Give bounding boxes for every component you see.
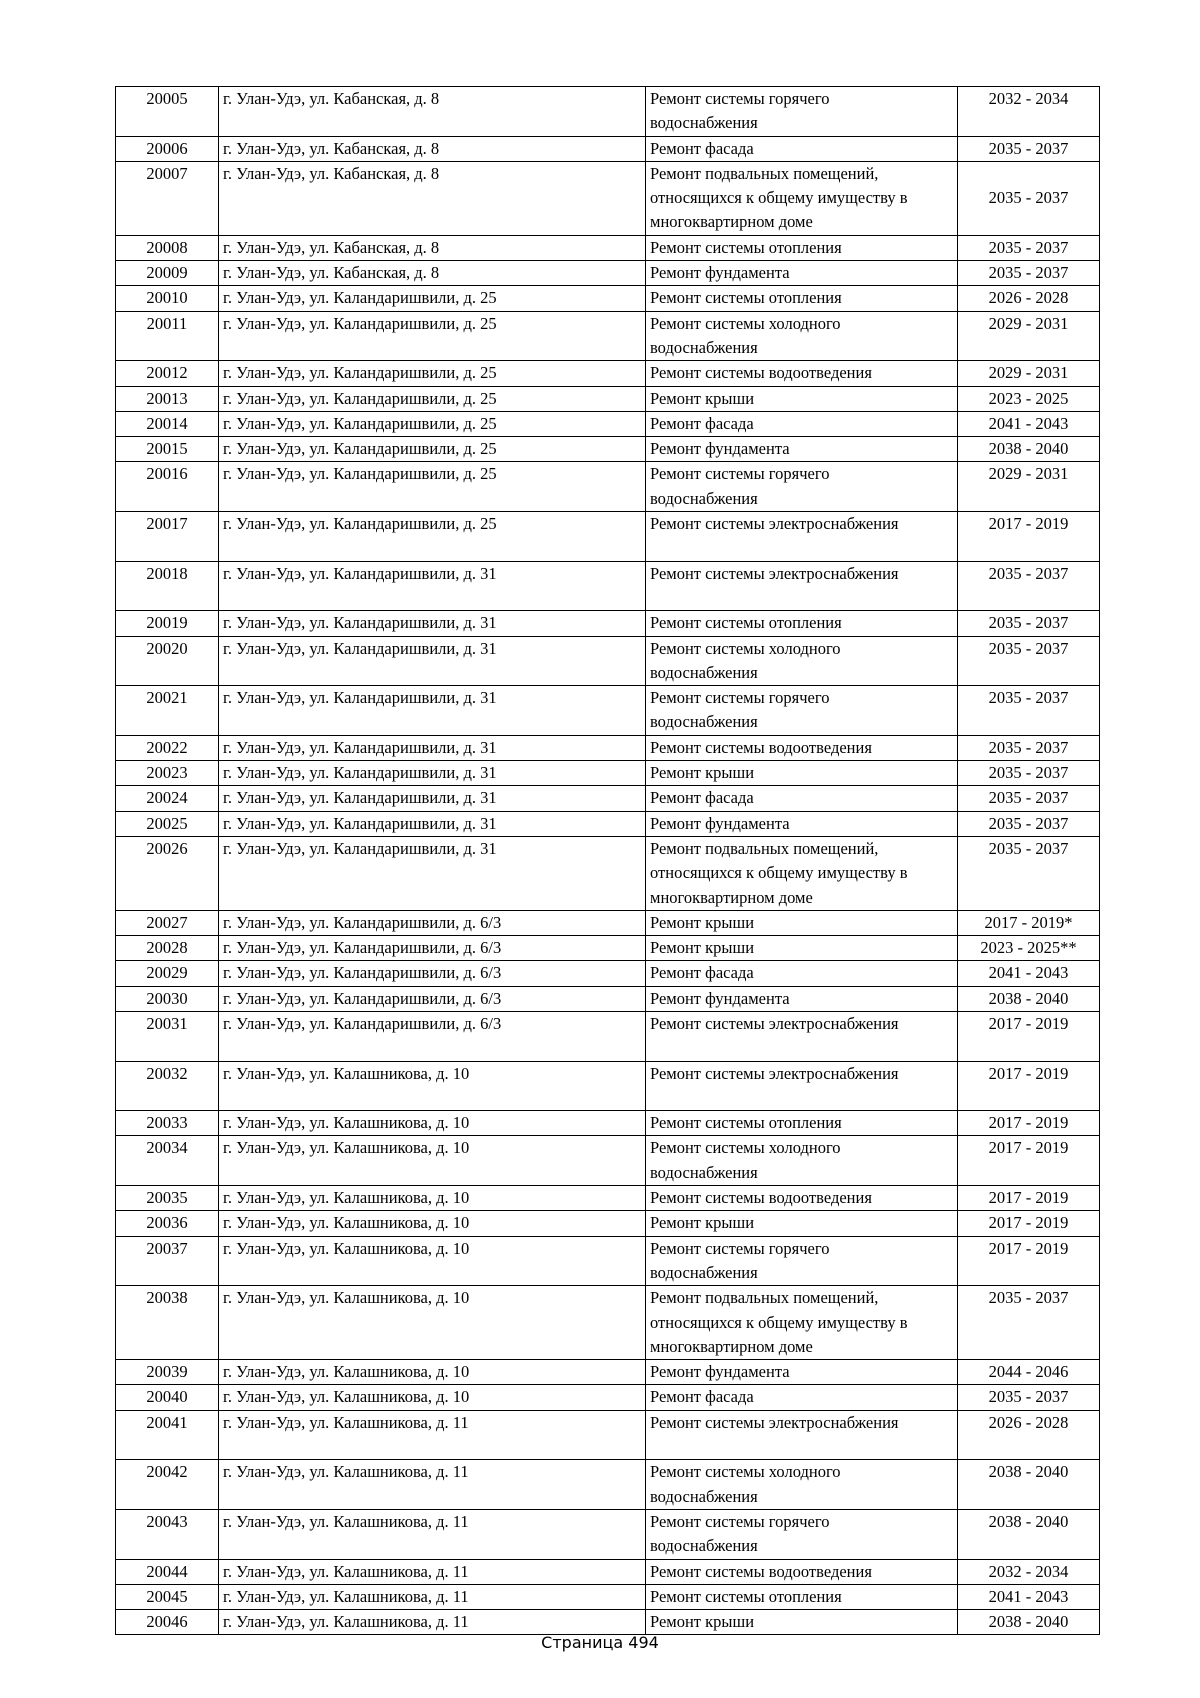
record-id-cell: 20026: [116, 836, 219, 910]
record-id-cell: 20028: [116, 936, 219, 961]
address-cell: г. Улан-Удэ, ул. Калашникова, д. 11: [219, 1410, 646, 1460]
work-type-line: [650, 586, 953, 610]
work-type-line: водоснабжения: [650, 488, 758, 508]
table-row: [116, 87, 1100, 137]
work-type-cell: [646, 636, 958, 686]
table-row: [116, 512, 1100, 562]
period-cell: 2035 - 2037: [958, 786, 1100, 811]
address-cell: г. Улан-Удэ, ул. Каландаришвили, д. 25: [219, 512, 646, 562]
work-type-line: Ремонт фундамента: [650, 1362, 790, 1382]
work-type-cell: [646, 1286, 958, 1360]
table-row: [116, 1111, 1100, 1136]
table-row: [116, 1211, 1100, 1236]
record-id-cell: 20035: [116, 1186, 219, 1211]
work-type-cell: [646, 161, 958, 235]
record-id-cell: 20011: [116, 311, 219, 361]
work-type-cell: [646, 1360, 958, 1385]
record-id-cell: 20034: [116, 1136, 219, 1186]
work-type-line: водоснабжения: [650, 1262, 758, 1282]
record-id-cell: 20018: [116, 561, 219, 611]
work-type-line: Ремонт фундамента: [650, 263, 790, 283]
work-type-cell: [646, 735, 958, 760]
table-row: [116, 1286, 1100, 1360]
record-id-cell: 20015: [116, 437, 219, 462]
work-type-cell: [646, 1111, 958, 1136]
table-row: [116, 1061, 1100, 1111]
work-type-cell: [646, 311, 958, 361]
work-type-cell: [646, 1186, 958, 1211]
period-cell: 2017 - 2019: [958, 1236, 1100, 1286]
period-cell: 2038 - 2040: [958, 437, 1100, 462]
work-type-line: Ремонт системы холодного: [650, 638, 841, 658]
record-id-cell: 20030: [116, 986, 219, 1011]
address-cell: г. Улан-Удэ, ул. Калашникова, д. 10: [219, 1136, 646, 1186]
work-type-cell: [646, 1236, 958, 1286]
table-row: [116, 161, 1100, 235]
work-type-cell: [646, 1610, 958, 1635]
work-type-cell: [646, 87, 958, 137]
record-id-cell: 20022: [116, 735, 219, 760]
period-cell: 2035 - 2037: [958, 261, 1100, 286]
table-row: [116, 386, 1100, 411]
work-type-line: Ремонт системы холодного: [650, 1462, 841, 1482]
work-type-line: Ремонт системы отопления: [650, 1586, 842, 1606]
address-cell: г. Улан-Удэ, ул. Каландаришвили, д. 6/3: [219, 986, 646, 1011]
table-row: [116, 611, 1100, 636]
work-type-cell: [646, 462, 958, 512]
table-row: [116, 261, 1100, 286]
record-id-cell: 20037: [116, 1236, 219, 1286]
address-cell: г. Улан-Удэ, ул. Калашникова, д. 10: [219, 1211, 646, 1236]
table-row: [116, 786, 1100, 811]
address-cell: г. Улан-Удэ, ул. Каландаришвили, д. 6/3: [219, 910, 646, 935]
period-cell: 2035 - 2037: [958, 235, 1100, 260]
address-cell: г. Улан-Удэ, ул. Каландаришвили, д. 31: [219, 636, 646, 686]
address-cell: г. Улан-Удэ, ул. Кабанская, д. 8: [219, 235, 646, 260]
record-id-cell: 20013: [116, 386, 219, 411]
record-id-cell: 20045: [116, 1584, 219, 1609]
address-cell: г. Улан-Удэ, ул. Калашникова, д. 11: [219, 1509, 646, 1559]
table-row: [116, 1136, 1100, 1186]
record-id-cell: 20017: [116, 512, 219, 562]
work-type-line: [650, 1435, 953, 1459]
work-type-line: относящихся к общему имуществу в: [650, 188, 908, 208]
work-type-line: многоквартирном доме: [650, 887, 813, 907]
work-type-cell: [646, 361, 958, 386]
address-cell: г. Улан-Удэ, ул. Кабанская, д. 8: [219, 87, 646, 137]
work-type-line: Ремонт системы водоотведения: [650, 1561, 872, 1581]
address-cell: г. Улан-Удэ, ул. Кабанская, д. 8: [219, 261, 646, 286]
period-cell: 2038 - 2040: [958, 986, 1100, 1011]
address-cell: г. Улан-Удэ, ул. Каландаришвили, д. 31: [219, 836, 646, 910]
record-id-cell: 20029: [116, 961, 219, 986]
period-cell: 2038 - 2040: [958, 1460, 1100, 1510]
work-type-line: Ремонт системы горячего: [650, 464, 830, 484]
table-row: [116, 437, 1100, 462]
address-cell: г. Улан-Удэ, ул. Калашникова, д. 11: [219, 1559, 646, 1584]
work-type-line: [650, 536, 953, 560]
record-id-cell: 20023: [116, 761, 219, 786]
table-row: [116, 361, 1100, 386]
work-type-line: Ремонт фундамента: [650, 988, 790, 1008]
address-cell: г. Улан-Удэ, ул. Каландаришвили, д. 31: [219, 561, 646, 611]
period-cell: 2017 - 2019*: [958, 910, 1100, 935]
record-id-cell: 20044: [116, 1559, 219, 1584]
address-cell: г. Улан-Удэ, ул. Каландаришвили, д. 25: [219, 386, 646, 411]
address-cell: г. Улан-Удэ, ул. Калашникова, д. 10: [219, 1236, 646, 1286]
period-cell: 2032 - 2034: [958, 87, 1100, 137]
address-cell: г. Улан-Удэ, ул. Каландаришвили, д. 25: [219, 437, 646, 462]
work-type-cell: [646, 936, 958, 961]
address-cell: г. Улан-Удэ, ул. Каландаришвили, д. 31: [219, 611, 646, 636]
period-cell: 2035 - 2037: [958, 686, 1100, 736]
table-row: [116, 136, 1100, 161]
record-id-cell: 20036: [116, 1211, 219, 1236]
work-type-cell: [646, 386, 958, 411]
work-type-line: Ремонт фундамента: [650, 439, 790, 459]
work-type-line: Ремонт крыши: [650, 1213, 755, 1233]
record-id-cell: 20010: [116, 286, 219, 311]
table-row: [116, 836, 1100, 910]
address-cell: г. Улан-Удэ, ул. Каландаришвили, д. 25: [219, 286, 646, 311]
table-row: [116, 235, 1100, 260]
work-type-cell: [646, 136, 958, 161]
address-cell: г. Улан-Удэ, ул. Калашникова, д. 10: [219, 1186, 646, 1211]
work-type-line: Ремонт системы отопления: [650, 237, 842, 257]
work-type-line: Ремонт крыши: [650, 388, 755, 408]
work-type-cell: [646, 1011, 958, 1061]
period-cell: 2017 - 2019: [958, 1061, 1100, 1111]
work-type-cell: [646, 986, 958, 1011]
work-type-line: [650, 1086, 953, 1110]
repair-schedule-table: [115, 86, 1100, 1635]
period-cell: 2035 - 2037: [958, 735, 1100, 760]
period-cell: 2017 - 2019: [958, 1011, 1100, 1061]
table-row: [116, 286, 1100, 311]
record-id-cell: 20005: [116, 87, 219, 137]
record-id-cell: 20021: [116, 686, 219, 736]
period-cell: 2023 - 2025**: [958, 936, 1100, 961]
work-type-cell: [646, 561, 958, 611]
work-type-cell: [646, 261, 958, 286]
address-cell: г. Улан-Удэ, ул. Каландаришвили, д. 31: [219, 811, 646, 836]
record-id-cell: 20041: [116, 1410, 219, 1460]
work-type-line: Ремонт системы отопления: [650, 1113, 842, 1133]
work-type-cell: [646, 1584, 958, 1609]
address-cell: г. Улан-Удэ, ул. Каландаришвили, д. 25: [219, 411, 646, 436]
work-type-line: многоквартирном доме: [650, 212, 813, 232]
table-row: [116, 1236, 1100, 1286]
record-id-cell: 20046: [116, 1610, 219, 1635]
period-cell: 2035 - 2037: [958, 136, 1100, 161]
record-id-cell: 20033: [116, 1111, 219, 1136]
work-type-line: Ремонт системы горячего: [650, 1238, 830, 1258]
address-cell: г. Улан-Удэ, ул. Каландаришвили, д. 6/3: [219, 1011, 646, 1061]
record-id-cell: 20040: [116, 1385, 219, 1410]
work-type-line: [650, 1036, 953, 1060]
work-type-line: Ремонт фасада: [650, 413, 754, 433]
work-type-cell: [646, 811, 958, 836]
record-id-cell: 20039: [116, 1360, 219, 1385]
table-row: [116, 1559, 1100, 1584]
work-type-line: Ремонт подвальных помещений,: [650, 163, 879, 183]
period-cell: 2035 - 2037: [958, 161, 1100, 235]
table-row: [116, 1385, 1100, 1410]
work-type-line: многоквартирном доме: [650, 1336, 813, 1356]
address-cell: г. Улан-Удэ, ул. Калашникова, д. 10: [219, 1061, 646, 1111]
table-row: [116, 462, 1100, 512]
table-row: [116, 1186, 1100, 1211]
record-id-cell: 20007: [116, 161, 219, 235]
work-type-cell: [646, 411, 958, 436]
work-type-cell: [646, 611, 958, 636]
work-type-cell: [646, 437, 958, 462]
address-cell: г. Улан-Удэ, ул. Каландаришвили, д. 25: [219, 361, 646, 386]
work-type-cell: [646, 961, 958, 986]
table-row: [116, 311, 1100, 361]
work-type-cell: [646, 1460, 958, 1510]
address-cell: г. Улан-Удэ, ул. Калашникова, д. 11: [219, 1584, 646, 1609]
period-cell: 2017 - 2019: [958, 512, 1100, 562]
table-row: [116, 1410, 1100, 1460]
work-type-cell: [646, 1136, 958, 1186]
period-cell: 2029 - 2031: [958, 311, 1100, 361]
address-cell: г. Улан-Удэ, ул. Калашникова, д. 10: [219, 1286, 646, 1360]
address-cell: г. Улан-Удэ, ул. Калашникова, д. 11: [219, 1460, 646, 1510]
address-cell: г. Улан-Удэ, ул. Каландаришвили, д. 25: [219, 462, 646, 512]
table-body: [116, 87, 1100, 1635]
work-type-line: Ремонт системы водоотведения: [650, 737, 872, 757]
work-type-cell: [646, 235, 958, 260]
period-cell: 2023 - 2025: [958, 386, 1100, 411]
work-type-line: Ремонт системы холодного: [650, 313, 841, 333]
record-id-cell: 20027: [116, 910, 219, 935]
period-cell: 2017 - 2019: [958, 1186, 1100, 1211]
record-id-cell: 20019: [116, 611, 219, 636]
table-row: [116, 686, 1100, 736]
table-row: [116, 936, 1100, 961]
work-type-line: Ремонт фасада: [650, 138, 754, 158]
work-type-line: Ремонт системы горячего: [650, 1511, 830, 1531]
work-type-line: водоснабжения: [650, 337, 758, 357]
work-type-cell: [646, 761, 958, 786]
work-type-line: Ремонт системы отопления: [650, 288, 842, 308]
table-row: [116, 1011, 1100, 1061]
table-row: [116, 561, 1100, 611]
work-type-cell: [646, 686, 958, 736]
work-type-cell: [646, 910, 958, 935]
work-type-line: Ремонт системы электроснабжения: [650, 1063, 899, 1083]
period-cell: 2038 - 2040: [958, 1509, 1100, 1559]
table-row: [116, 910, 1100, 935]
table-row: [116, 961, 1100, 986]
record-id-cell: 20032: [116, 1061, 219, 1111]
work-type-cell: [646, 1410, 958, 1460]
work-type-cell: [646, 1061, 958, 1111]
table-row: [116, 411, 1100, 436]
record-id-cell: 20042: [116, 1460, 219, 1510]
period-cell: 2035 - 2037: [958, 811, 1100, 836]
table-row: [116, 1509, 1100, 1559]
work-type-line: Ремонт системы отопления: [650, 613, 842, 633]
work-type-line: водоснабжения: [650, 712, 758, 732]
address-cell: г. Улан-Удэ, ул. Кабанская, д. 8: [219, 136, 646, 161]
work-type-line: Ремонт крыши: [650, 1612, 755, 1632]
table-row: [116, 1460, 1100, 1510]
period-cell: 2029 - 2031: [958, 462, 1100, 512]
work-type-line: Ремонт крыши: [650, 938, 755, 958]
record-id-cell: 20014: [116, 411, 219, 436]
record-id-cell: 20006: [116, 136, 219, 161]
record-id-cell: 20025: [116, 811, 219, 836]
table-row: [116, 1584, 1100, 1609]
period-cell: 2032 - 2034: [958, 1559, 1100, 1584]
record-id-cell: 20031: [116, 1011, 219, 1061]
work-type-cell: [646, 1385, 958, 1410]
period-cell: 2041 - 2043: [958, 411, 1100, 436]
period-cell: 2035 - 2037: [958, 836, 1100, 910]
period-cell: 2035 - 2037: [958, 761, 1100, 786]
address-cell: г. Улан-Удэ, ул. Каландаришвили, д. 25: [219, 311, 646, 361]
work-type-line: Ремонт фасада: [650, 788, 754, 808]
work-type-line: Ремонт системы электроснабжения: [650, 1412, 899, 1432]
period-cell: 2035 - 2037: [958, 636, 1100, 686]
period-cell: 2017 - 2019: [958, 1211, 1100, 1236]
period-cell: 2035 - 2037: [958, 1286, 1100, 1360]
table-row: [116, 636, 1100, 686]
page-number: Страница 494: [541, 1633, 659, 1652]
period-cell: 2035 - 2037: [958, 561, 1100, 611]
work-type-line: Ремонт системы электроснабжения: [650, 514, 899, 534]
work-type-line: Ремонт системы водоотведения: [650, 1188, 872, 1208]
record-id-cell: 20043: [116, 1509, 219, 1559]
table-row: [116, 761, 1100, 786]
period-cell: 2041 - 2043: [958, 1584, 1100, 1609]
address-cell: г. Улан-Удэ, ул. Калашникова, д. 10: [219, 1385, 646, 1410]
work-type-line: Ремонт системы горячего: [650, 89, 830, 108]
address-cell: г. Улан-Удэ, ул. Калашникова, д. 10: [219, 1111, 646, 1136]
work-type-cell: [646, 1559, 958, 1584]
period-cell: 2017 - 2019: [958, 1111, 1100, 1136]
work-type-line: Ремонт фундамента: [650, 813, 790, 833]
table-row: [116, 1360, 1100, 1385]
record-id-cell: 20008: [116, 235, 219, 260]
work-type-line: относящихся к общему имуществу в: [650, 1312, 908, 1332]
work-type-cell: [646, 1509, 958, 1559]
address-cell: г. Улан-Удэ, ул. Каландаришвили, д. 31: [219, 786, 646, 811]
work-type-line: Ремонт крыши: [650, 763, 755, 783]
period-cell: 2044 - 2046: [958, 1360, 1100, 1385]
work-type-line: относящихся к общему имуществу в: [650, 863, 908, 883]
work-type-line: водоснабжения: [650, 1486, 758, 1506]
table-row: [116, 735, 1100, 760]
work-type-line: Ремонт подвальных помещений,: [650, 838, 879, 858]
work-type-cell: [646, 1211, 958, 1236]
work-type-line: Ремонт крыши: [650, 912, 755, 932]
record-id-cell: 20020: [116, 636, 219, 686]
period-cell: 2035 - 2037: [958, 611, 1100, 636]
address-cell: г. Улан-Удэ, ул. Кабанская, д. 8: [219, 161, 646, 235]
record-id-cell: 20024: [116, 786, 219, 811]
address-cell: г. Улан-Удэ, ул. Каландаришвили, д. 31: [219, 735, 646, 760]
record-id-cell: 20016: [116, 462, 219, 512]
work-type-line: Ремонт фасада: [650, 963, 754, 983]
work-type-line: Ремонт подвальных помещений,: [650, 1288, 879, 1308]
table-row: [116, 1610, 1100, 1635]
work-type-line: Ремонт системы электроснабжения: [650, 1013, 899, 1033]
period-cell: 2035 - 2037: [958, 1385, 1100, 1410]
address-cell: г. Улан-Удэ, ул. Каландаришвили, д. 6/3: [219, 961, 646, 986]
work-type-cell: [646, 286, 958, 311]
work-type-line: Ремонт системы водоотведения: [650, 363, 872, 383]
record-id-cell: 20038: [116, 1286, 219, 1360]
work-type-line: водоснабжения: [650, 113, 758, 133]
address-cell: г. Улан-Удэ, ул. Каландаришвили, д. 6/3: [219, 936, 646, 961]
address-cell: г. Улан-Удэ, ул. Калашникова, д. 10: [219, 1360, 646, 1385]
work-type-cell: [646, 512, 958, 562]
work-type-line: Ремонт системы холодного: [650, 1138, 841, 1158]
record-id-cell: 20012: [116, 361, 219, 386]
work-type-cell: [646, 836, 958, 910]
period-cell: 2041 - 2043: [958, 961, 1100, 986]
address-cell: г. Улан-Удэ, ул. Каландаришвили, д. 31: [219, 686, 646, 736]
table-row: [116, 986, 1100, 1011]
period-cell: 2026 - 2028: [958, 1410, 1100, 1460]
work-type-line: Ремонт фасада: [650, 1387, 754, 1407]
address-cell: г. Улан-Удэ, ул. Калашникова, д. 11: [219, 1610, 646, 1635]
work-type-line: водоснабжения: [650, 1162, 758, 1182]
work-type-line: водоснабжения: [650, 662, 758, 682]
work-type-line: водоснабжения: [650, 1536, 758, 1556]
work-type-line: Ремонт системы горячего: [650, 688, 830, 708]
period-cell: 2038 - 2040: [958, 1610, 1100, 1635]
period-cell: 2029 - 2031: [958, 361, 1100, 386]
period-cell: 2026 - 2028: [958, 286, 1100, 311]
address-cell: г. Улан-Удэ, ул. Каландаришвили, д. 31: [219, 761, 646, 786]
work-type-cell: [646, 786, 958, 811]
record-id-cell: 20009: [116, 261, 219, 286]
period-cell: 2017 - 2019: [958, 1136, 1100, 1186]
work-type-line: Ремонт системы электроснабжения: [650, 563, 899, 583]
table-row: [116, 811, 1100, 836]
